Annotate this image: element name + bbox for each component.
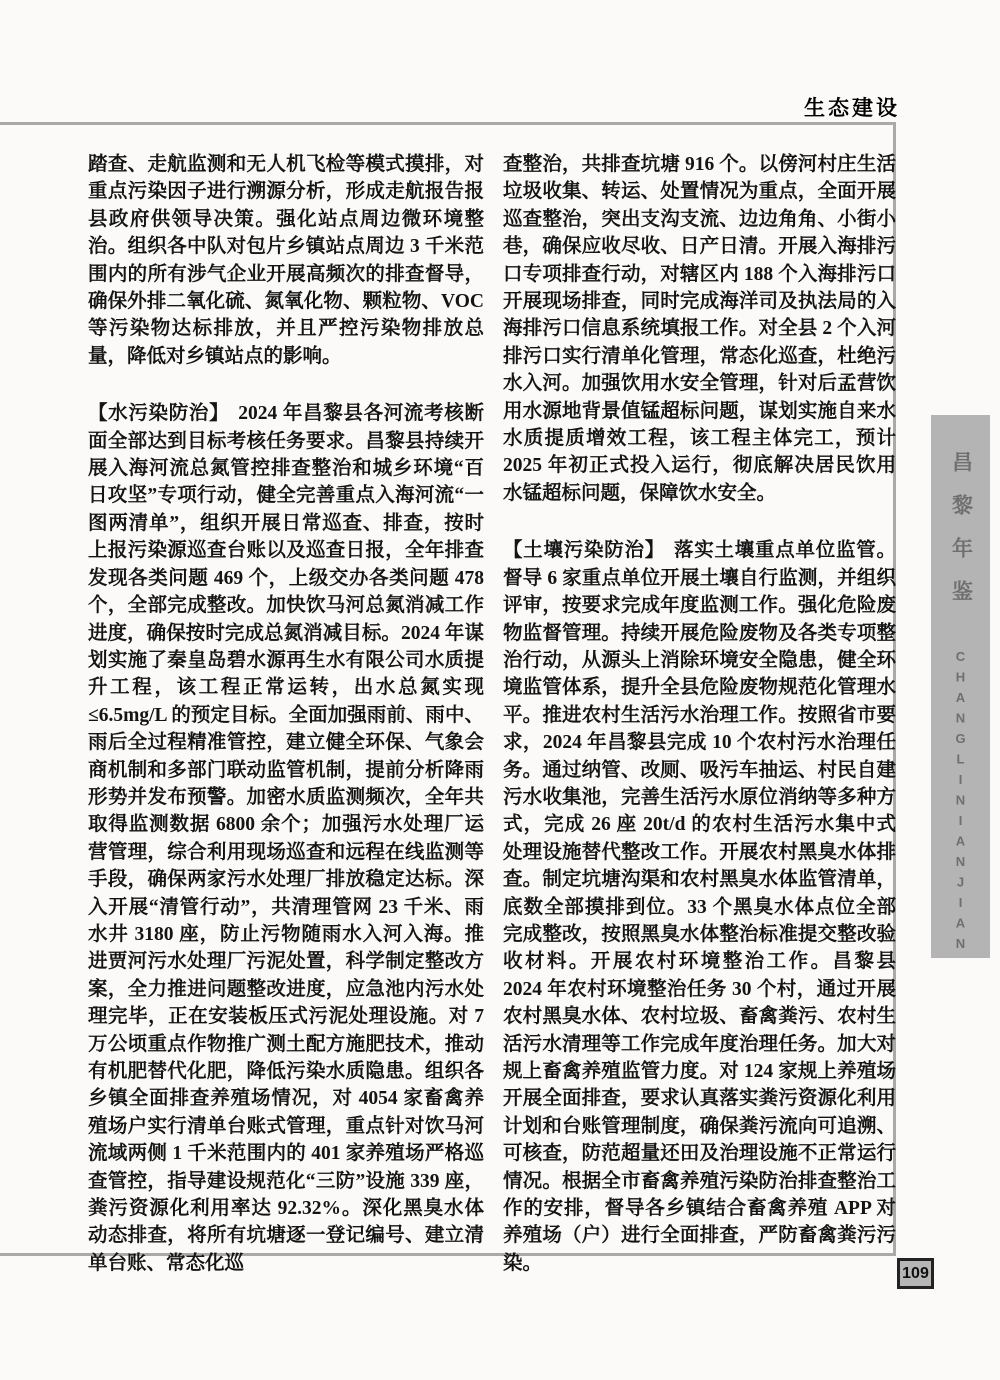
paragraph-text: 查整治，共排查坑塘 916 个。以傍河村庄生活垃圾收集、转运、处置情况为重点，全面开展巡查整治，突出支沟支流、边边角角、小街小巷，确保应收尽收、日产日清。开展入海排污口专项排查行动，对辖区内 188 个入海排污口开展现场排查，同时完成海洋司及执法局的入海排污口信息系统填报工作。对全县 2 个入河排污口实行清单化管理，常态化巡查，杜绝污水入河。加强饮用水安全管理，针对后孟营饮用水源地背景值锰超标问题，谋划实施自来水水质提质增效工程，该工程主体完工，预计 2025 年初正式投入运行，彻底解决居民饮用水锰超标问题，保障饮水安全。 xyxy=(503,154,896,504)
paragraph xyxy=(88,400,484,1277)
paragraph-text: 2024 年昌黎县各河流考核断面全部达到目标考核任务要求。昌黎县持续开展入海河流总氮管控排查整治和城乡环境“百日攻坚”专项行动，健全完善重点入海河流“一图两清单”，组织开展日常巡查、排查，按时上报污染源巡查台账以及巡查日报，全年排查发现各类问题 469 个，上级交办各类问题 478 个，全部完成整改。加快饮马河总氮消减工作进度，确保按时完成总氮消减目标。2024 年谋划实施了秦皇岛碧水源再生水有限公司水质提升工程，该工程正常运转，出水总氮实现≤6.5mg/L 的预定目标。全面加强雨前、雨中、雨后全过程精准管控，建立健全环保、气象会商机制和多部门联动监管机制，提前分析降雨形势并发布预警。加密水质监测频次，全年共取得监测数据 6800 余个；加强污水处理厂运营管理，综合利用现场巡查和远程在线监测等手段，确保两家污水处理厂排放稳定达标。深入开展“清管行动”，共清理管网 23 千米、雨水井 3180 座，防止污物随雨水入河入海。推进贾河污水处理厂污泥处置，科学制定整改方案，全力推进问题整改进度，应急池内污水处理完毕，正在安装板压式污泥处理设施。对 7 万公顷重点作物推广测土配方施肥技术，推动有机肥替代化肥，降低污染水质隐患。组织各乡镇全面排查养殖场情况，对 4054 家畜禽养殖场户实行清单台账式管理，重点针对饮马河流域两侧 1 千米范围内的 401 家养殖场严格巡查管控，指导建设规范化“三防”设施 339 座，粪污资源化利用率达 92.32%。深化黑臭水体动态排查，将所有坑塘逐一登记编号、建立清单台账、常态化巡 xyxy=(88,403,484,1274)
paragraph xyxy=(88,151,484,370)
paragraph xyxy=(503,537,896,1277)
edge-tab xyxy=(931,415,990,958)
section-header: 生态建设 xyxy=(804,97,900,120)
page-number-badge: 109 xyxy=(897,1258,934,1289)
entry-heading: 【土壤污染防治】 xyxy=(503,539,665,562)
edge-tab-romanized: CHANGLINIANJIAN xyxy=(953,649,968,957)
entry-heading: 【水污染防治】 xyxy=(88,402,230,425)
paragraph-text: 落实土壤重点单位监管。督导 6 家重点单位开展土壤自行监测，并组织评审，按要求完成年度监测工作。强化危险废物监督管理。持续开展危险废物及各类专项整治行动，从源头上消除环境安全隐患，健全环境监管体系，提升全县危险废物规范化管理水平。推进农村生活污水治理工作。按照省市要求，2024 年昌黎县完成 10 个农村污水治理任务。通过纳管、改厕、吸污车抽运、村民自建污水收集池，完善生活污水原位消纳等多种方式，完成 26 座 20t/d 的农村生活污水集中式处理设施替代整改工作。开展农村黑臭水体排查。制定坑塘沟渠和农村黑臭水体监管清单，底数全部摸排到位。33 个黑臭水体点位全部完成整改，按照黑臭水体整治标准提交整改验收材料。开展农村环境整治工作。昌黎县 2024 年农村环境整治任务 30 个村，通过开展农村黑臭水体、农村垃圾、畜禽粪污、农村生活污水清理等工作完成年度治理任务。加大对规上畜禽养殖监管力度。对 124 家规上养殖场开展全面排查，要求认真落实粪污资源化利用计划和台账管理制度，确保粪污流向可追溯、可核查，防范超量还田及治理设施不正常运行情况。根据全市畜禽养殖污染防治排查整治工作的安排，督导各乡镇结合畜禽养殖 APP 对养殖场（户）进行全面排查，严防畜禽粪污污染。 xyxy=(503,540,896,1274)
left-column xyxy=(88,151,484,1277)
paragraph xyxy=(503,151,896,507)
edge-tab-title: 昌黎年鉴 xyxy=(949,451,973,623)
right-column xyxy=(503,151,896,1277)
paragraph-text: 踏查、走航监测和无人机飞检等模式摸排，对重点污染因子进行溯源分析，形成走航报告报县政府供领导决策。强化站点周边微环境整治。组织各中队对包片乡镇站点周边 3 千米范围内的所有涉气企业开展高频次的排查督导，确保外排二氧化硫、氮氧化物、颗粒物、VOC 等污染物达标排放，并且严控污染物排放总量，降低对乡镇站点的影响。 xyxy=(88,154,484,367)
